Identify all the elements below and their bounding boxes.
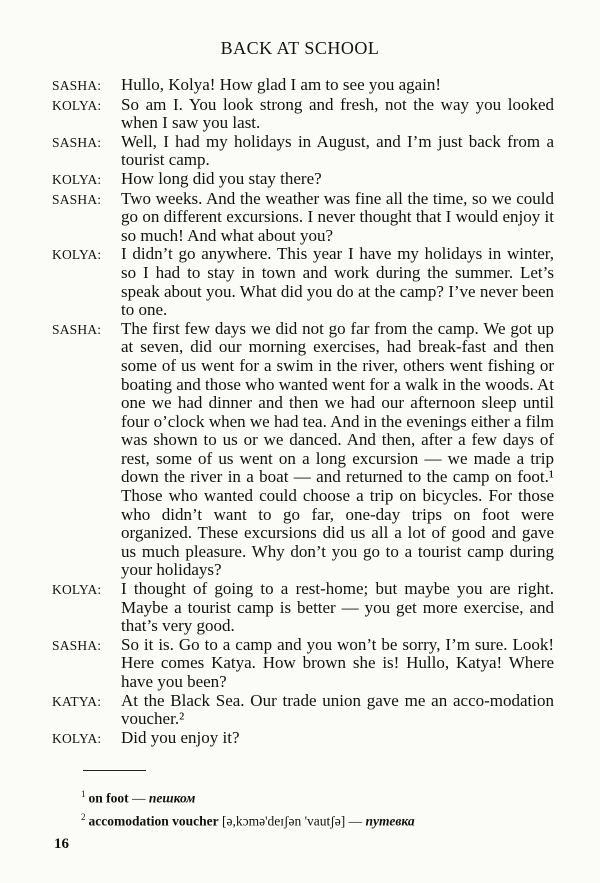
speaker-label: KOLYA: <box>52 247 102 263</box>
speech-text: Two weeks. And the weather was fine all the time, so we could go on different excursions. I never thought that I would enjoy it so much! And what about you? <box>121 188 554 245</box>
dialogue-turn <box>52 580 554 636</box>
speech-text: Did you enjoy it? <box>121 727 240 747</box>
dialogue-turn <box>52 190 554 246</box>
footnote-divider <box>83 770 146 771</box>
speech-text: How long did you stay there? <box>121 168 322 188</box>
speaker-label: SASHA: <box>52 191 102 207</box>
speaker-label: KOLYA: <box>52 582 102 598</box>
dialogue-turn <box>52 636 554 692</box>
speaker-label: KATYA: <box>52 693 102 709</box>
chapter-title: BACK AT SCHOOL <box>220 38 380 58</box>
dialogue-turn <box>52 96 554 133</box>
dialogue-turn <box>52 320 554 580</box>
footnote-dash: — <box>128 790 149 806</box>
footnote-number: 1 <box>81 789 86 799</box>
dialogue-turn <box>52 133 554 170</box>
speech-text: So it is. Go to a camp and you won’t be sorry, I’m sure. Look! Here comes Katya. How brown she is! Hullo, Katya! Where have you been? <box>121 634 554 691</box>
dialogue-turn <box>52 729 554 749</box>
speech-text: I didn’t go anywhere. This year I have my holidays in winter, so I had to stay in town and work during the summer. Let’s speak about you. What did you do at the camp? I’ve never been to one. <box>121 244 554 320</box>
speech-text: Hullo, Kolya! How glad I am to see you again! <box>121 75 442 94</box>
footnotes <box>81 785 551 830</box>
speech-text: The first few days we did not go far from the camp. We got up at seven, did our morning exercises, had break-fast and then some of us went for a swim in the river, others went fishing or boating and those who wanted went for a walk in the woods. At one we had dinner and then we had our afternoon sleep until four o’clock when we had tea. And in the evenings either a film was shown to us or we danced. And then, after a few days of rest, some of us went on a long excursion — we made a trip down the river in a boat — and returned to the camp on foot.¹ Those who wanted could choose a trip on bicycles. For those who didn’t want to go far, one-day trips on foot were organized. These excursions did us all a lot of good and gave us much pleasure. Why don’t you go to a tourist camp during your holidays? <box>121 318 554 580</box>
footnote-translation: путевка <box>365 813 415 828</box>
speech-text: So am I. You look strong and fresh, not the way you looked when I saw you last. <box>121 94 554 133</box>
speaker-label: SASHA: <box>52 78 102 93</box>
speaker-label: SASHA: <box>52 134 102 150</box>
page-number: 16 <box>54 836 69 852</box>
speech-text: At the Black Sea. Our trade union gave me an acco-modation voucher.² <box>121 690 554 729</box>
footnote-transcription: [ə,kɔmə'deɪʃən 'vautʃə] <box>218 813 346 828</box>
footnote <box>81 808 551 831</box>
speech-text: Well, I had my holidays in August, and I’m just back from a tourist camp. <box>121 131 554 170</box>
dialogue-turn <box>52 692 554 729</box>
dialogue-turn <box>52 170 554 190</box>
footnote-term: on foot <box>88 790 129 806</box>
speaker-label: KOLYA: <box>52 171 102 187</box>
footnote-term: accomodation voucher <box>88 813 219 828</box>
speaker-label: KOLYA: <box>52 730 102 746</box>
dialogue-turn <box>52 245 554 319</box>
speech-text: I thought of going to a rest-home; but maybe you are right. Maybe a tourist camp is better — you get more exercise, and that’s very good. <box>121 579 554 636</box>
speaker-label: SASHA: <box>52 321 102 337</box>
dialogue-turn <box>52 76 554 96</box>
speaker-label: SASHA: <box>52 637 102 653</box>
speaker-label: KOLYA: <box>52 97 102 113</box>
footnote-number: 2 <box>81 811 86 822</box>
dialogue <box>52 76 554 748</box>
footnote-translation: пешком <box>148 790 196 806</box>
footnote-dash: — <box>345 813 366 828</box>
footnote <box>81 785 551 808</box>
